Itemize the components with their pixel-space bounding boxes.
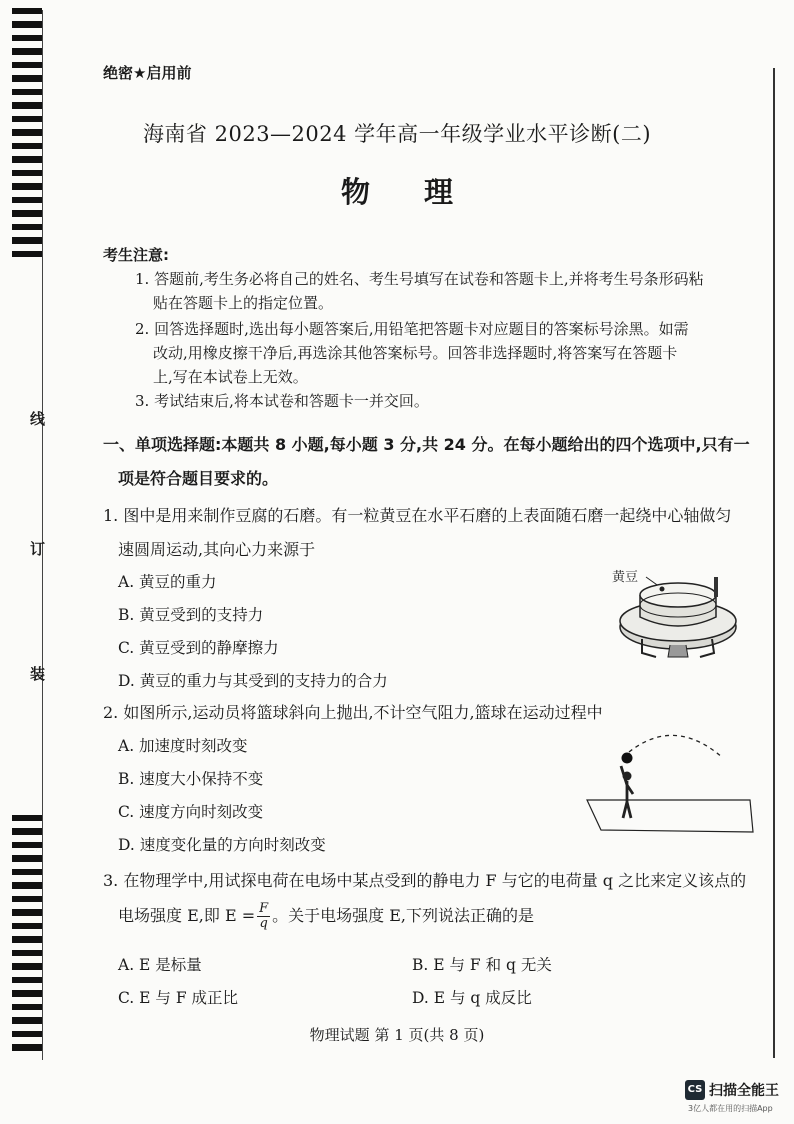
q3-fraction-denominator: q (259, 916, 268, 931)
q3-stem-pre: 电场强度 E,即 E = (118, 906, 256, 925)
q1-option-c: C. 黄豆受到的静摩擦力 (118, 639, 279, 657)
notice-item-1-cont: 贴在答题卡上的指定位置。 (153, 294, 334, 312)
camscanner-logo-icon: CS (685, 1080, 705, 1100)
notice-heading: 考生注意: (103, 246, 169, 264)
binding-label-line: 线 (30, 410, 46, 428)
q2-stem: 2. 如图所示,运动员将篮球斜向上抛出,不计空气阻力,篮球在运动过程中 (103, 703, 603, 722)
q2-option-d: D. 速度变化量的方向时刻改变 (118, 836, 326, 854)
q3-stem: 3. 在物理学中,用试探电荷在电场中某点受到的静电力 F 与它的电荷量 q 之比来定义该点的 (103, 871, 747, 890)
q2-option-a: A. 加速度时刻改变 (118, 737, 248, 755)
page-border-right (773, 68, 775, 1058)
binding-label-ding: 订 (30, 540, 46, 558)
exam-title: 海南省 2023—2024 学年高一年级学业水平诊断(二) (142, 122, 652, 146)
section-heading: 一、单项选择题:本题共 8 小题,每小题 3 分,共 24 分。在每小题给出的四个选项中,只有一 (103, 435, 750, 454)
q1-option-b: B. 黄豆受到的支持力 (118, 606, 264, 624)
notice-item-1: 1. 答题前,考生务必将自己的姓名、考生号填写在试卷和答题卡上,并将考生号条形码粘 (135, 270, 704, 288)
q2-option-b: B. 速度大小保持不变 (118, 770, 264, 788)
page-footer: 物理试题 第 1 页(共 8 页) (309, 1026, 485, 1044)
notice-item-2-cont: 改动,用橡皮擦干净后,再选涂其他答案标号。回答非选择题时,将答案写在答题卡 (153, 344, 678, 362)
notice-item-2-cont2: 上,写在本试卷上无效。 (153, 368, 308, 386)
q1-option-d: D. 黄豆的重力与其受到的支持力的合力 (118, 672, 388, 690)
q3-option-a: A. E 是标量 (118, 956, 202, 974)
basketball-figure (585, 730, 755, 835)
q2-option-c: C. 速度方向时刻改变 (118, 803, 264, 821)
q1-option-a: A. 黄豆的重力 (118, 573, 217, 591)
q3-fraction (257, 902, 270, 931)
binding-margin-line (42, 10, 43, 1060)
q3-fraction-numerator: F (259, 901, 269, 916)
notice-item-3: 3. 考试结束后,将本试卷和答题卡一并交回。 (135, 392, 429, 410)
q3-stem-cont (118, 902, 534, 931)
stone-mill-figure (612, 565, 744, 665)
binding-label-zhuang: 装 (30, 665, 46, 683)
camscanner-name: 扫描全能王 (709, 1083, 779, 1099)
section-heading-cont: 项是符合题目要求的。 (118, 469, 279, 488)
subject-title: 物 理 (340, 175, 476, 209)
q3-option-b: B. E 与 F 和 q 无关 (412, 956, 552, 974)
confidential-label: 绝密★启用前 (103, 64, 192, 82)
q3-option-c: C. E 与 F 成正比 (118, 989, 239, 1007)
q3-stem-post: 。关于电场强度 E,下列说法正确的是 (272, 906, 535, 925)
notice-item-2: 2. 回答选择题时,选出每小题答案后,用铅笔把答题卡对应题目的答案标号涂黑。如需 (135, 320, 689, 338)
q1-stem: 1. 图中是用来制作豆腐的石磨。有一粒黄豆在水平石磨的上表面随石磨一起绕中心轴做匀 (103, 506, 732, 525)
q1-figure-label: 黄豆 (612, 570, 639, 585)
camscanner-tagline: 3亿人都在用的扫描App (688, 1104, 773, 1113)
q3-option-d: D. E 与 q 成反比 (412, 989, 532, 1007)
q1-stem-cont: 速圆周运动,其向心力来源于 (118, 540, 316, 559)
